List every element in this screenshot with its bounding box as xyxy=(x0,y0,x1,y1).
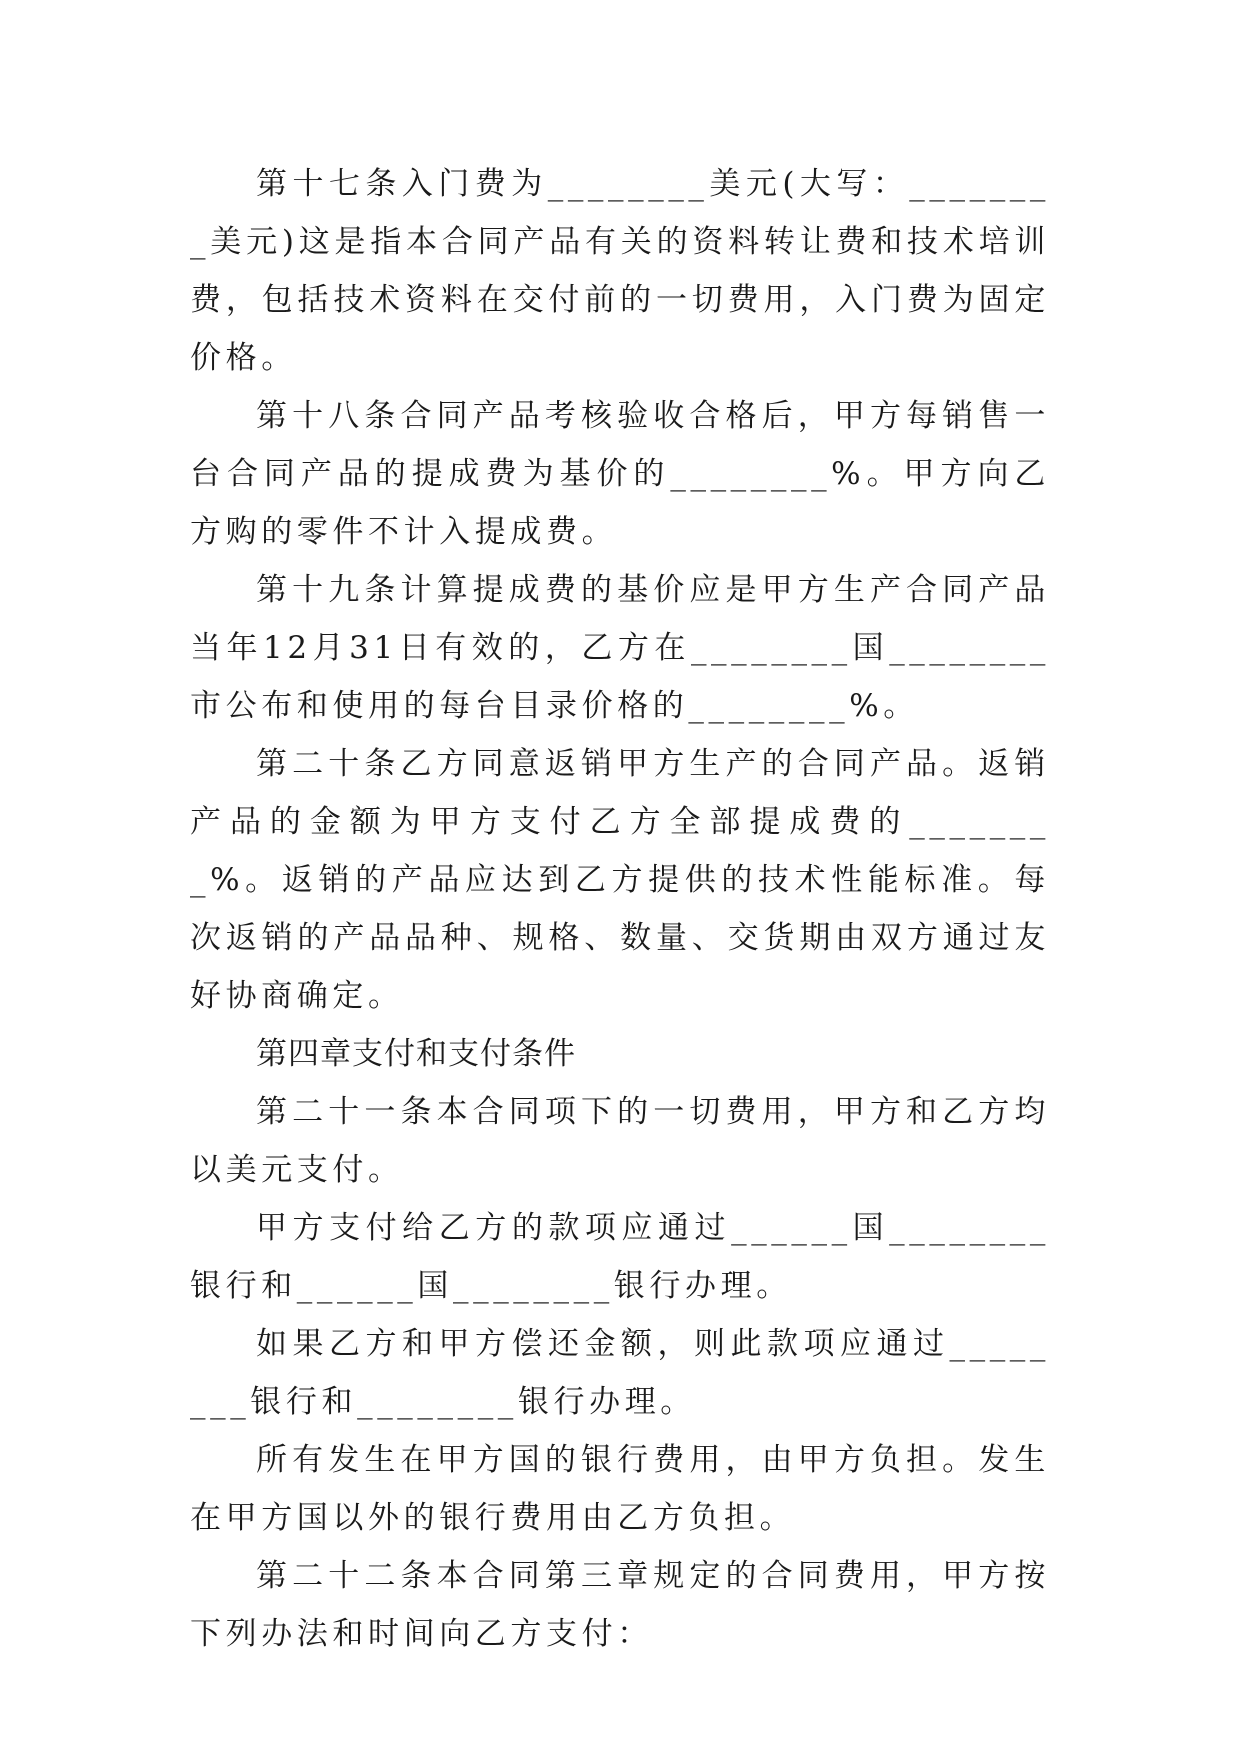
paragraph-article-18: 第十八条合同产品考核验收合格后，甲方每销售一台合同产品的提成费为基价的________%。甲方向乙方购的零件不计入提成费。 xyxy=(190,398,1050,550)
paragraph-article-19: 第十九条计算提成费的基价应是甲方生产合同产品当年12月31日有效的，乙方在________国________市公布和使用的每台目录价格的________%。 xyxy=(190,572,1050,724)
paragraph-repayment-banks: 如果乙方和甲方偿还金额，则此款项应通过________银行和________银行办理。 xyxy=(190,1326,1050,1420)
paragraph-article-20: 第二十条乙方同意返销甲方生产的合同产品。返销产品的金额为甲方支付乙方全部提成费的________%。返销的产品应达到乙方提供的技术性能标准。每次返销的产品品种、规格、数量、交货期由双方通过友好协商确定。 xyxy=(190,746,1050,1014)
document-body xyxy=(190,155,1050,1663)
paragraph-article-17: 第十七条入门费为________美元(大写：________美元)这是指本合同产品有关的资料转让费和技术培训费，包括技术资料在交付前的一切费用，入门费为固定价格。 xyxy=(190,166,1050,376)
paragraph-article-22: 第二十二条本合同第三章规定的合同费用，甲方按下列办法和时间向乙方支付： xyxy=(190,1558,1050,1652)
paragraph-bank-fees: 所有发生在甲方国的银行费用，由甲方负担。发生在甲方国以外的银行费用由乙方负担。 xyxy=(190,1442,1050,1536)
paragraph-payment-banks: 甲方支付给乙方的款项应通过______国________银行和______国________银行办理。 xyxy=(190,1210,1050,1304)
paragraph-article-21: 第二十一条本合同项下的一切费用，甲方和乙方均以美元支付。 xyxy=(190,1094,1050,1188)
chapter-heading: 第四章支付和支付条件 xyxy=(256,1036,576,1072)
